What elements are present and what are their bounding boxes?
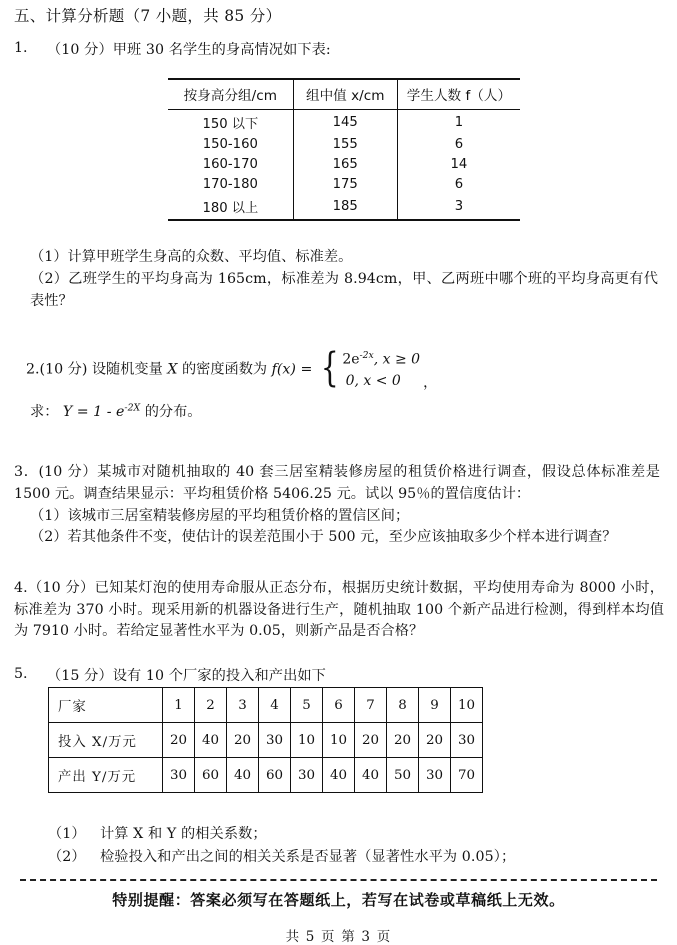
cell-midvalue: 175 xyxy=(293,175,397,195)
cell-output-y: 60 xyxy=(195,758,227,793)
cell-factory-index: 4 xyxy=(259,688,291,723)
cell-midvalue: 145 xyxy=(293,110,397,135)
question-3-sub-1: （1）该城市三居室精装修房屋的平均租赁价格的置信区间； xyxy=(30,508,410,524)
cell-factory-index: 10 xyxy=(451,688,483,723)
cell-factory-index: 5 xyxy=(291,688,323,723)
question-1-stem: （10 分）甲班 30 名学生的身高情况如下表: xyxy=(47,42,331,58)
ask-expression: Y = 1 - e xyxy=(62,404,125,420)
case-1-exponent: -2x xyxy=(359,350,374,361)
case-1-coefficient: 2e xyxy=(342,351,360,368)
question-1-sub-2: （2）乙班学生的平均身高为 165cm，标准差为 8.94cm，甲、乙两班中哪个班的平均身高更有代表性？ xyxy=(30,271,658,309)
cell-output-y: 50 xyxy=(387,758,419,793)
question-5-number: 5. xyxy=(14,666,28,682)
cell-input-x: 20 xyxy=(355,723,387,758)
table-row xyxy=(168,134,520,154)
question-3-stem: 3．(10 分）某城市对随机抽取的 40 套三居室精装修房屋的租赁价格进行调查，假设总体标准差是 1500 元。调查结果显示：平均租赁价格 5406.25 元。试以 95％的置信度估计： xyxy=(14,464,660,502)
cell-input-x: 20 xyxy=(227,723,259,758)
ask-suffix: 的分布。 xyxy=(144,404,202,420)
cell-output-y: 40 xyxy=(323,758,355,793)
left-brace-icon: { xyxy=(320,345,339,392)
question-2-mid-text: 的密度函数为 xyxy=(181,361,268,378)
cell-group: 160-170 xyxy=(202,156,258,172)
table-row xyxy=(168,195,520,220)
cell-frequency: 6 xyxy=(454,177,464,193)
cell-midvalue: 155 xyxy=(293,134,397,154)
cell-factory-index: 7 xyxy=(355,688,387,723)
table-row xyxy=(168,110,520,135)
height-distribution-table xyxy=(168,78,520,221)
case-1-condition: , x ≥ 0 xyxy=(373,351,421,368)
piecewise-function xyxy=(317,345,437,392)
question-5-sub-1: 计算 X 和 Y 的相关系数； xyxy=(100,826,267,842)
cell-factory-index: 2 xyxy=(195,688,227,723)
column-header-group: 按身高分组/cm xyxy=(168,79,293,110)
question-4-stem: 4.（10 分）已知某灯泡的使用寿命服从正态分布，根据历史统计数据，平均使用寿命为 8000 小时，标准差为 370 小时。现采用新的机器设备进行生产，随机抽取 100 个新产品进行检测，得到样本均值为 7910 小时。若给定显著性水平为 0.05，则新产品是否合格？ xyxy=(14,580,664,639)
cell-frequency: 14 xyxy=(450,156,468,172)
cell-output-y: 30 xyxy=(291,758,323,793)
cell-output-y: 70 xyxy=(451,758,483,793)
piecewise-case-1 xyxy=(340,345,420,371)
table-row xyxy=(168,154,520,174)
cell-factory-index: 1 xyxy=(163,688,195,723)
table-header-row xyxy=(168,79,520,110)
cell-output-y: 40 xyxy=(355,758,387,793)
cell-frequency: 1 xyxy=(454,114,464,130)
cell-midvalue: 165 xyxy=(293,154,397,174)
cell-group: 170-180 xyxy=(202,177,258,193)
footer-divider xyxy=(20,879,657,881)
cell-input-x: 10 xyxy=(323,723,355,758)
table-row xyxy=(168,175,520,195)
cell-input-x: 20 xyxy=(163,723,195,758)
table-row-factory-index xyxy=(49,688,483,723)
question-1-number: 1. xyxy=(14,40,28,56)
question-2-variable: X xyxy=(167,361,178,378)
piecewise-case-2: 0, x < 0 xyxy=(345,372,401,389)
question-5-stem: （15 分）设有 10 个厂家的投入和产出如下 xyxy=(47,668,326,684)
column-header-frequency: 学生人数 f（人） xyxy=(397,79,520,110)
cell-input-x: 20 xyxy=(387,723,419,758)
cell-frequency: 3 xyxy=(397,195,520,220)
row-label-output-y: 产出 Y/万元 xyxy=(49,758,163,793)
cell-midvalue: 185 xyxy=(293,195,397,220)
cell-factory-index: 3 xyxy=(227,688,259,723)
cell-group: 150-160 xyxy=(202,136,258,152)
ask-prefix: 求： xyxy=(30,404,59,420)
cell-factory-index: 9 xyxy=(419,688,451,723)
row-label-factory: 厂家 xyxy=(49,688,163,723)
density-function-label: f(x) = xyxy=(271,361,313,378)
question-3-sub-2: （2）若其他条件不变，使估计的误差范围小于 500 元，至少应该抽取多少个样本进行调查？ xyxy=(30,529,617,545)
piecewise-trailing-comma: ， xyxy=(423,374,438,391)
row-label-input-x: 投入 X/万元 xyxy=(49,723,163,758)
question-2-stem xyxy=(26,346,437,393)
question-5-sub-2: 检验投入和产出之间的相关关系是否显著（显著性水平为 0.05）； xyxy=(100,849,516,865)
question-5-sub-2-number: （2） xyxy=(48,849,86,865)
cell-output-y: 60 xyxy=(259,758,291,793)
column-header-midvalue: 组中值 x/cm xyxy=(293,79,397,110)
section-title: 五、计算分析题（7 小题，共 85 分） xyxy=(14,7,282,25)
footer-notice: 特别提醒：答案必须写在答题纸上，若写在试卷或草稿纸上无效。 xyxy=(112,891,565,909)
ask-exponent: -2X xyxy=(124,402,141,414)
cell-input-x: 30 xyxy=(451,723,483,758)
cell-factory-index: 6 xyxy=(323,688,355,723)
cell-input-x: 10 xyxy=(291,723,323,758)
table-row-output-y xyxy=(49,758,483,793)
factory-data-table xyxy=(48,687,483,793)
cell-input-x: 40 xyxy=(195,723,227,758)
cell-output-y: 30 xyxy=(163,758,195,793)
cell-input-x: 30 xyxy=(259,723,291,758)
cell-input-x: 20 xyxy=(419,723,451,758)
cell-factory-index: 8 xyxy=(387,688,419,723)
cell-output-y: 40 xyxy=(227,758,259,793)
question-5-sub-1-number: （1） xyxy=(48,826,86,842)
question-2-ask xyxy=(30,401,201,421)
question-2-label: 2.(10 分) 设随机变量 xyxy=(26,361,163,378)
cell-output-y: 30 xyxy=(419,758,451,793)
question-1-sub-1: （1）计算甲班学生身高的众数、平均值、标准差。 xyxy=(30,249,353,265)
cell-group: 180 以上 xyxy=(168,195,293,220)
page-indicator: 共 5 页 第 3 页 xyxy=(285,929,392,945)
cell-group: 150 以下 xyxy=(202,116,259,132)
cell-frequency: 6 xyxy=(454,136,464,152)
table-row-input-x xyxy=(49,723,483,758)
